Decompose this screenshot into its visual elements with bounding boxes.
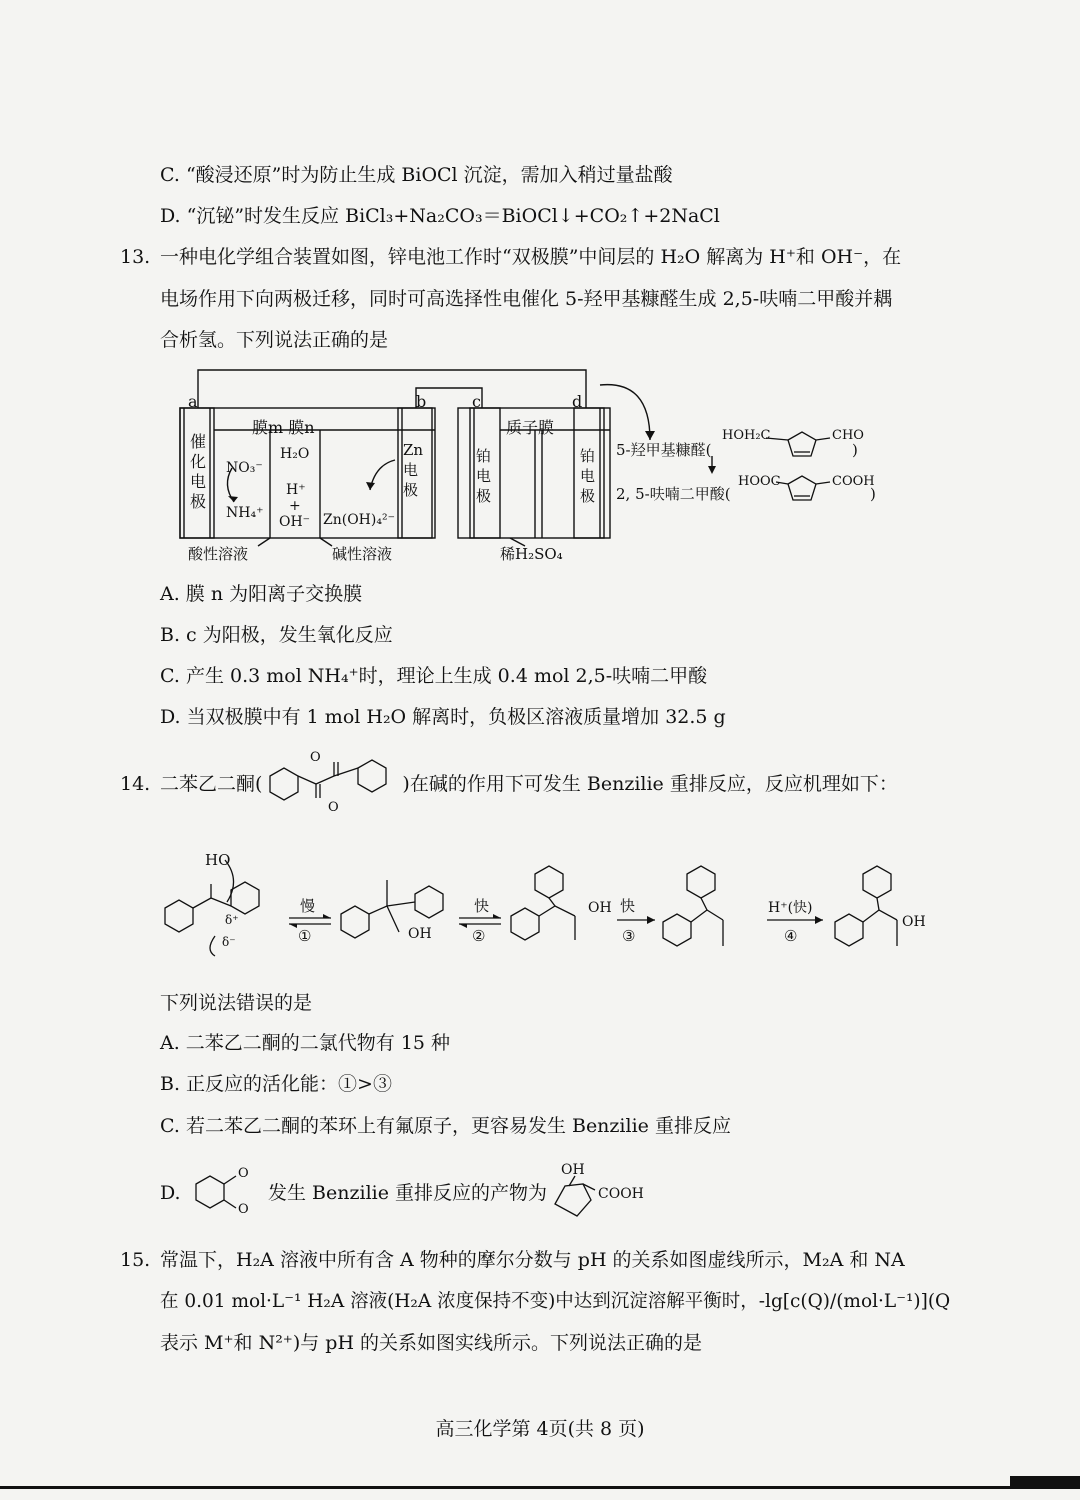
close-paren-1: ) bbox=[852, 441, 858, 459]
q14-stem-question: 下列说法错误的是 bbox=[160, 992, 313, 1014]
label-a: a bbox=[188, 392, 198, 411]
label-c: c bbox=[472, 392, 481, 411]
q13-stem-line2: 电场作用下向两极迁移，同时可高选择性电催化 5-羟甲基糠醛生成 2,5-呋喃二甲酸并耦 bbox=[160, 288, 893, 310]
no3-label: NO₃⁻ bbox=[226, 460, 263, 476]
q14-number: 14. bbox=[120, 773, 151, 795]
q15-text-1: 常温下，H₂A 溶液中所有含 A 物种的摩尔分数与 pH 的关系如图虚线所示，M₂A 和 NA bbox=[160, 1249, 905, 1271]
d-o-bottom: O bbox=[238, 1202, 249, 1217]
q14-option-b: B. 正反应的活化能：①>③ bbox=[160, 1073, 392, 1095]
q12-option-d: D. “沉铋”时发生反应 BiCl₃+Na₂CO₃＝BiOCl↓+CO₂↑+2NaCl bbox=[160, 205, 720, 227]
q14-option-c: C. 若二苯乙二酮的苯环上有氟原子，更容易发生 Benzilie 重排反应 bbox=[160, 1115, 731, 1137]
q12-option-c: C. “酸浸还原”时为防止生成 BiOCl 沉淀，需加入稍过量盐酸 bbox=[160, 164, 673, 186]
bottom-mark bbox=[1010, 1476, 1080, 1488]
q13-option-d: D. 当双极膜中有 1 mol H₂O 解离时，负极区溶液质量增加 32.5 g bbox=[160, 706, 726, 728]
hooc-label: HOOC bbox=[738, 474, 781, 489]
plus-label: + bbox=[289, 498, 301, 514]
mech-oh-3: OH bbox=[588, 900, 612, 916]
electrochemical-diagram bbox=[170, 360, 910, 570]
mech-ho: HO bbox=[205, 851, 231, 869]
label-d: d bbox=[572, 392, 583, 411]
pt-left-label: 铂电极 bbox=[476, 447, 492, 505]
mechanism-diagram bbox=[155, 840, 945, 970]
q14-text-post: )在碱的作用下可发生 Benzilie 重排反应，反应机理如下： bbox=[402, 773, 898, 795]
q15-stem-line2: 在 0.01 mol·L⁻¹ H₂A 溶液(H₂A 浓度保持不变)中达到沉淀溶解平衡时，-lg[c(Q)/(mol·L⁻¹)](Q bbox=[160, 1291, 951, 1312]
hoh2c-label: HOH₂C bbox=[722, 428, 771, 443]
mech-slow: 慢 bbox=[300, 897, 316, 915]
q14-option-d-text: 发生 Benzilie 重排反应的产物为 bbox=[268, 1182, 548, 1204]
hmf-label: 5-羟甲基糠醛( bbox=[616, 441, 712, 459]
q13-option-c: C. 产生 0.3 mol NH₄⁺时，理论上生成 0.4 mol 2,5-呋喃二甲酸 bbox=[160, 665, 708, 687]
nh4-label: NH₄⁺ bbox=[226, 505, 264, 521]
q14-text-pre: 二苯乙二酮( bbox=[160, 773, 263, 795]
q13-stem-line3: 合析氢。下列说法正确的是 bbox=[160, 329, 389, 351]
q13-text-1: 一种电化学组合装置如图，锌电池工作时“双极膜”中间层的 H₂O 解离为 H⁺和 OH⁻，在 bbox=[160, 246, 902, 268]
zn-electrode-label: Zn电极 bbox=[403, 441, 424, 499]
mech-dminus: δ⁻ bbox=[222, 935, 236, 949]
mech-oh-5: OH bbox=[902, 914, 926, 930]
mech-step3: ③ bbox=[622, 927, 636, 945]
d-oh: OH bbox=[561, 1162, 585, 1178]
acid-solution-label: 酸性溶液 bbox=[188, 545, 249, 563]
benzil-o-top: O bbox=[310, 750, 321, 765]
page-footer: 高三化学第 4页(共 8 页) bbox=[435, 1418, 645, 1440]
cat-electrode-label: 催化电极 bbox=[190, 432, 207, 511]
h2o-label: H₂O bbox=[280, 446, 310, 462]
zn-oh4-label: Zn(OH)₄²⁻ bbox=[323, 512, 395, 528]
base-solution-label: 碱性溶液 bbox=[332, 545, 393, 563]
q13-stem-line1 bbox=[120, 244, 901, 270]
q14-option-d-label: D. bbox=[160, 1182, 181, 1204]
mech-oh-2: OH bbox=[408, 926, 432, 942]
label-b: b bbox=[416, 392, 427, 411]
close-paren-2: ) bbox=[870, 485, 876, 503]
mech-dplus: δ⁺ bbox=[225, 913, 239, 927]
q15-stem-line1 bbox=[120, 1247, 905, 1273]
mech-step1: ① bbox=[298, 927, 312, 945]
fdca-label: 2, 5-呋喃二甲酸( bbox=[616, 485, 731, 503]
cyclohexanedione-structure bbox=[190, 1160, 270, 1220]
mech-fast3: 快 bbox=[620, 897, 636, 915]
q13-option-b: B. c 为阳极，发生氧化反应 bbox=[160, 624, 393, 646]
dilute-h2so4-label: 稀H₂SO₄ bbox=[500, 545, 563, 563]
cho-label: CHO bbox=[832, 428, 864, 443]
pt-right-label: 铂电极 bbox=[580, 447, 596, 505]
ohminus-label: OH⁻ bbox=[279, 514, 311, 530]
proton-membrane-label: 质子膜 bbox=[506, 418, 555, 437]
q13-option-a: A. 膜 n 为阳离子交换膜 bbox=[160, 583, 363, 605]
bottom-rule bbox=[0, 1486, 1080, 1489]
q14-stem bbox=[120, 771, 898, 797]
q15-stem-line3: 表示 M⁺和 N²⁺)与 pH 的关系如图实线所示。下列说法正确的是 bbox=[160, 1332, 703, 1354]
mech-fast: 快 bbox=[474, 897, 490, 915]
membrane-label: 膜m 膜n bbox=[252, 418, 315, 437]
mech-step2: ② bbox=[472, 927, 486, 945]
d-o-top: O bbox=[238, 1166, 249, 1181]
mech-step4: ④ bbox=[784, 927, 798, 945]
q14-option-a: A. 二苯乙二酮的二氯代物有 15 种 bbox=[160, 1032, 451, 1054]
benzil-o-bottom: O bbox=[328, 800, 339, 815]
q15-number: 15. bbox=[120, 1249, 151, 1271]
q13-number: 13. bbox=[120, 246, 151, 268]
hplus-label: H⁺ bbox=[286, 482, 306, 498]
d-cooh: COOH bbox=[598, 1186, 644, 1202]
mech-hplus: H⁺(快) bbox=[768, 900, 813, 916]
cooh-label: COOH bbox=[832, 474, 875, 489]
